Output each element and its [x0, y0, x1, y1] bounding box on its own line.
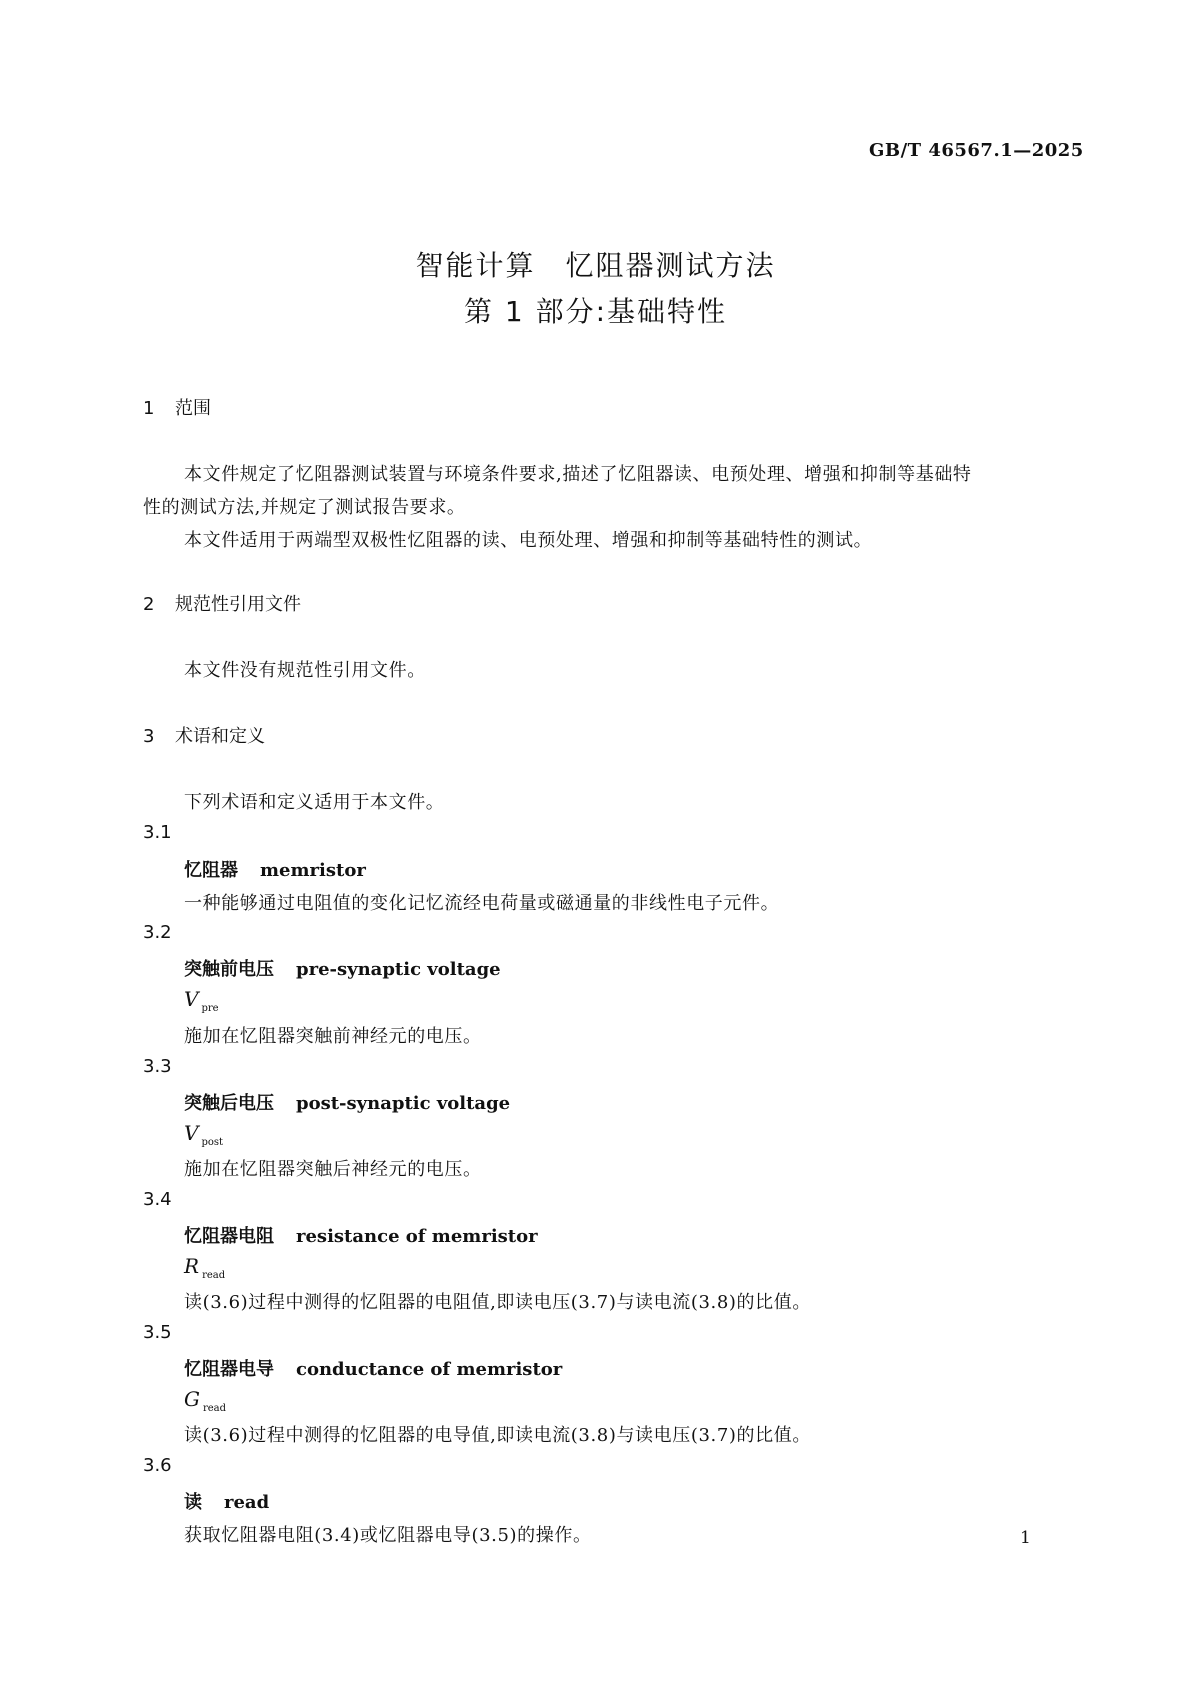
term-chinese: 忆阻器电阻 — [184, 1226, 274, 1247]
term-definition: 一种能够通过电阻值的变化记忆流经电荷量或磁通量的非线性电子元件。 — [184, 893, 780, 914]
term-entry — [184, 1089, 510, 1115]
standard-number: GB/T 46567.1—2025 — [869, 140, 1084, 161]
term-number: 3.4 — [143, 1189, 172, 1210]
term-symbol — [184, 1387, 226, 1414]
term-definition: 获取忆阻器电阻(3.4)或忆阻器电导(3.5)的操作。 — [184, 1525, 592, 1546]
term-number: 3.5 — [143, 1322, 172, 1343]
term-entry — [184, 955, 501, 981]
term-english: memristor — [260, 860, 366, 881]
symbol-letter: V — [184, 1121, 199, 1145]
section-heading-scope — [143, 394, 211, 420]
term-chinese: 突触前电压 — [184, 959, 274, 980]
symbol-subscript: read — [202, 1270, 226, 1281]
term-entry — [184, 1355, 562, 1381]
term-symbol — [184, 1121, 223, 1148]
document-title-line2: 第 1 部分:基础特性 — [463, 295, 728, 328]
symbol-letter: G — [184, 1387, 200, 1411]
term-number: 3.2 — [143, 922, 172, 943]
document-title-line1: 智能计算 忆阻器测试方法 — [415, 249, 776, 282]
term-english: read — [224, 1492, 270, 1513]
page-number: 1 — [1020, 1528, 1031, 1548]
term-chinese: 读 — [184, 1492, 202, 1513]
section-number: 2 — [143, 594, 155, 615]
scope-paragraph-2: 本文件适用于两端型双极性忆阻器的读、电预处理、增强和抑制等基础特性的测试。 — [184, 530, 873, 551]
term-number: 3.3 — [143, 1056, 172, 1077]
term-definition: 施加在忆阻器突触前神经元的电压。 — [184, 1026, 482, 1047]
symbol-subscript: post — [201, 1137, 224, 1148]
term-symbol — [184, 1254, 225, 1281]
term-entry — [184, 856, 366, 882]
section-number: 3 — [143, 726, 155, 747]
term-english: resistance of memristor — [296, 1226, 538, 1247]
symbol-letter: V — [184, 987, 199, 1011]
symbol-subscript: read — [202, 1403, 227, 1414]
term-english: conductance of memristor — [296, 1359, 563, 1380]
term-symbol — [184, 987, 219, 1014]
section-heading-normative-references — [143, 590, 301, 616]
term-definition: 读(3.6)过程中测得的忆阻器的电阻值,即读电压(3.7)与读电流(3.8)的比值。 — [184, 1292, 811, 1313]
term-chinese: 忆阻器电导 — [184, 1359, 274, 1380]
term-definition: 读(3.6)过程中测得的忆阻器的电导值,即读电流(3.8)与读电压(3.7)的比值。 — [184, 1425, 811, 1446]
symbol-letter: R — [184, 1254, 200, 1278]
section-title: 规范性引用文件 — [175, 594, 301, 615]
symbol-subscript: pre — [201, 1003, 219, 1014]
term-english: post-synaptic voltage — [296, 1093, 511, 1114]
term-number: 3.1 — [143, 822, 172, 843]
term-english: pre-synaptic voltage — [296, 959, 501, 980]
term-chinese: 忆阻器 — [184, 860, 238, 881]
section-number: 1 — [143, 398, 155, 419]
term-definition: 施加在忆阻器突触后神经元的电压。 — [184, 1159, 482, 1180]
term-number: 3.6 — [143, 1455, 172, 1476]
section-heading-terms — [143, 722, 265, 748]
scope-paragraph-1-line-1: 本文件规定了忆阻器测试装置与环境条件要求,描述了忆阻器读、电预处理、增强和抑制等基础特 — [184, 464, 972, 485]
terms-intro: 下列术语和定义适用于本文件。 — [184, 792, 445, 813]
section-title: 范围 — [175, 398, 211, 419]
term-chinese: 突触后电压 — [184, 1093, 274, 1114]
term-entry — [184, 1488, 269, 1514]
section-title: 术语和定义 — [175, 726, 265, 747]
normative-references-text: 本文件没有规范性引用文件。 — [184, 660, 426, 681]
term-entry — [184, 1222, 538, 1248]
scope-paragraph-1-line-2: 性的测试方法,并规定了测试报告要求。 — [143, 497, 466, 518]
